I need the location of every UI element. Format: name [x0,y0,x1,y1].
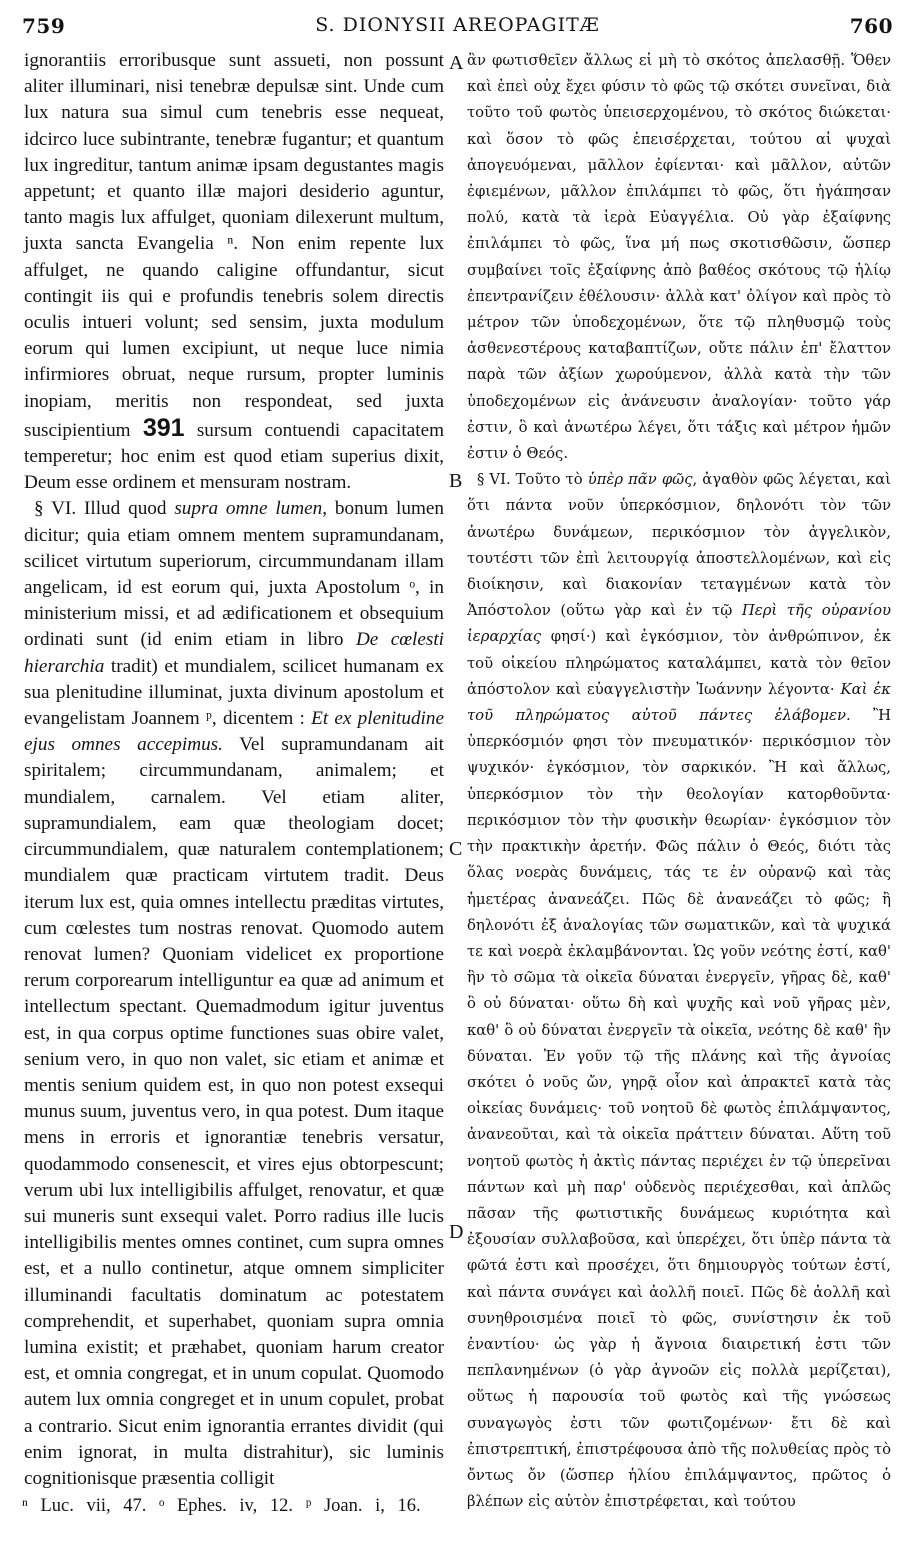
greek-paragraph-1 [467,48,891,467]
latin-text: tradit) et mundialem, scilicet humanam ex sua plenitudine illuminat, juxta divinum apostolum et evangelistam Joannem ᵖ, dicentem : [24,655,444,730]
footnotes: ⁿ Luc. vii, 47. ᵒ Ephes. iv, 12. ᵖ Joan. i, 16. [22,1496,421,1516]
margin-marker-c: C [449,838,463,860]
latin-text: sursum contuendi capacitatem temperetur; hoc enim est quod etiam superius dixit, Deum esse ordinem et mensuram nostram. [24,419,445,494]
latin-text: , bonum lumen dicitur; quia etiam omnem mentem supramundanam, scilicet virtutum superiorum, circummundanam illam angelicam, id est eorum qui, juxta Apostolum ᵒ, in ministerium missi, et ad ædificationem et obsequium ordinati sunt (id enim etiam in libro [24,498,445,651]
greek-text: ἂν φωτισθεῖεν ἄλλως εἰ μὴ τὸ σκότος ἀπελασθῇ. Ὅθεν καὶ ἐπεὶ οὐχ ἔχει φύσιν τὸ φῶς τῷ σκότει συνεῖναι, διὰ τοῦτο τοῦ φωτὸς ὑπεισερχομένου, τὸ σκότος διώκεται· καὶ ὅσον τὸ φῶς ἐπεισέρχεται, τούτου αἱ ψυχαὶ ἀπογευόμεναι, μᾶλλον ἐφίενται· καὶ μᾶλλον, αὐτῶν ἐφιεμένων, μᾶλλον ἐπιλάμπει τὸ φῶς, ὅτι ἠγάπησαν πολύ, κατὰ τὰ ἱερὰ Εὐαγγέλια. Οὐ γὰρ ἐξαίφνης ἐπιλάμπει τὸ φῶς, ἵνα μή πως σκοτισθῶσιν, ὥσπερ συμβαίνει τοῖς ἐξαίφνης ἀπὸ βαθέος σκότους τῷ ἡλίῳ ἐπεντρανίζειν ἐθέλουσιν· ἀλλὰ κατ' ὀλίγον καὶ πρὸς τὸ μέτρον τῶν ὑποδεχομένων, ὅτε τῷ πληθυσμῷ τοὺς ἀσθενεστέρους καταβαπτίζων, οὔτε πάλιν ἐπ' ἔλαττον παρὰ τῶν ἀξίων χωρούμενον, ἀλλὰ κατὰ τὴν τῶν ὑποδεχομένων εἰς ἀνάνευσιν ἀναλογίαν· τοῦτο γάρ ἐστιν, ὃ καὶ ἀνωτέρω λέγει, ὅτι τάξις καὶ μέτρον ἡμῶν ἐστιν ὁ Θεός. [467,52,891,463]
latin-column [24,48,444,1492]
latin-quote: supra omne lumen [174,498,323,520]
greek-text: Ἢ ὑπερκόσμιόν φησι τὸν πνευματικόν· περικόσμιον τὸν ψυχικόν· ἐγκόσμιον, τὸν σαρκικόν. Ἢ καὶ ἄλλως, ὑπερκόσμιον τὸν τὴν θεολογίαν κατορθοῦντα· περικόσμιον τὸν τὴν φυσικὴν θεωρίαν· ἐγκόσμιον τὸν τὴν πρακτικὴν ἀρετήν. Φῶς πάλιν ὁ Θεός, διότι τὰς ὅλας νοερὰς δυνάμεις, τάς τε ἐν οὐρανῷ καὶ τὰς ἡμετέρας ἀνανεάζει. Πῶς δὲ ἀνανεάζει τὸ φῶς; ἢ δηλονότι ἐξ ἀναλογίας τῶν σωματικῶν, καὶ τὰ ψυχικά τε καὶ νοερὰ ἐκλαμβάνονται. Ὡς γοῦν νεότης ἐστί, καθ' ἣν τὸ σῶμα τὰ οἰκεῖα δύναται ἐνεργεῖν, γῆρας δὲ, καθ' ὃ οὐ δύναται· οὕτω δὴ καὶ ψυχῆς καὶ νοῦ γῆρας μὲν, καθ' ὃ οὐ δύναται ἐνεργεῖν τὰ οἰκεῖα, νεότης δὲ καθ' ἣν δύναται. Ἐν γοῦν τῷ τῆς πλάνης καὶ τῆς ἀγνοίας σκότει ὁ νοῦς ὤν, γηρᾷ οἷον καὶ ἀπρακτεῖ κατὰ τὰς οἰκείας δυνάμεις· τοῦ νοητοῦ δὲ φωτὸς ἐπιλάμψαντος, ἀνανεοῦται, καὶ τὰ οἰκεῖα πράττειν δύναται. Αὕτη τοῦ νοητοῦ φωτὸς ἡ ἀκτὶς πάντας περιέχει ἐν τῷ ὑπερεῖναι πάντων καὶ μὴ παρ' οὐδενὸς περιέχεσθαι, καὶ ἁπλῶς πᾶσαν τῆς φωτιστικῆς δυνάμεως κυριότητα καὶ ἐξουσίαν συλλαβοῦσα, καὶ ὑπερέχει, ὅτι ὑπὲρ πάντα τὰ φῶτά ἐστι καὶ προσέχει, ὅτι δημιουργὸς τούτων ἐστί, καὶ πάντα συνάγει καὶ ἀολλῆ ποιεῖ. Πῶς δὲ ἀολλῆ καὶ συνηθροισμένα ποιεῖ τὸ φῶς, συνίστησιν ἐκ τοῦ ἐναντίου· ὡς γὰρ ἡ ἄγνοια διαιρετική ἐστι τῶν πεπλανημένων (ὁ γὰρ ἀγνοῶν εἰς πολλὰ μερίζεται), οὕτως ἡ παρουσία τοῦ φωτὸς καὶ τῆς γνώσεως συναγωγὸς ἐστι τῶν φωτιζομένων· ἔτι δὲ καὶ ἐπιστρεπτική, ἐπιστρέφουσα ἀπὸ τῆς πολυθείας πρὸς τὸ ὄντως ὄν (ὥσπερ ἡλίου ἐπιλάμψαντος, πρῶτος ὁ βλέπων εἰς αὐτὸν ἐπιστρέφεται, καὶ τούτου [467,707,891,1511]
latin-quote: Et ex plenitudine ejus omnes accepimus. [24,708,444,756]
latin-text: § VI. Illud quod [34,498,167,520]
latin-text: Vel supramundanam ait spiritalem; circummundanam, animalem; et mundialem, carnalem. Vel etiam aliter, supramundialem, eam quæ theologiam docet; circummundialem, quæ naturalem contemplationem; mundialem quæ practicam virtutem tradit. Deus iterum lux est, quia omnes intellectu præditas virtutes, cum cœlestes tum nostras renovat. Quomodo autem renovat lumen? Quoniam videlicet ex proportione rerum corporearum intelliguntur ea quæ ad animum et intellectum spectant. Quemadmodum igitur juventus est, in qua corpus optime functiones suas obire valet, senium vero, in quo non valet, sic etiam et animæ et mentis senium quidem est, in quo non potest exsequi munus suum, juventus vero, in qua potest. Dum itaque mens in erroris et ignorantiæ tenebris versatur, quodammodo consenescit, et vires ejus obtorpescunt; verum ubi lux intelligibilis affulget, renovatur, et quæ sui muneris sunt exsequi valet. Porro radius ille lucis intelligibilis mentes omnes continet, cum supra omnes est, et a nullo continetur, atque omnem simpliciter illuminandi facultatis dominatum ac potestatem comprehendit, et superhabet, quoniam supra omnia lumina existit; et præhabet, quoniam harum creator est, et omnia congregat, et in unum copulat. Quomodo autem lux omnia congreget et in unum copulet, probat a contrario. Sicut enim ignorantia errantes dividit (qui enim ignorat, in multa distrahitur), sic luminis cognitionisque præsentia colligit [24,734,444,1489]
latin-paragraph-1 [24,48,444,496]
column-number: 391 [142,413,185,442]
margin-marker-b: B [449,470,463,492]
margin-marker-a: A [449,52,464,74]
running-title: S. DIONYSII AREOPAGITÆ [315,14,600,36]
page-number-left: 759 [22,14,66,38]
greek-column [467,48,891,1515]
greek-paragraph-2 [467,467,891,1515]
latin-title: De cœlesti hierarchia [24,629,444,677]
margin-marker-d: D [449,1221,464,1243]
greek-quote: Καὶ ἐκ τοῦ πληρώματος αὐτοῦ πάντες ἐλάβομεν. [467,680,891,725]
greek-title: Περὶ τῆς οὐρανίου ἱεραρχίας [467,602,891,646]
greek-text: , ἀγαθὸν φῶς λέγεται, καὶ ὅτι πάντα νοῦν ὑπερκόσμιον, δηλονότι τὸν τῶν ἀνωτέρω δυνάμεων, περικόσμιον τὸν ἀγγελικὸν, τουτέστι τῶν ἐπὶ λειτουργίᾳ ἀποστελλομένων, καὶ εἰς διοίκησιν, καὶ διακονίαν τεταγμένων κατὰ τὸν Ἀπόστολον (οὕτω γὰρ καὶ ἐν τῷ [467,471,891,620]
greek-text: φησί·) καὶ ἐγκόσμιον, τὸν ἀνθρώπινον, ἐκ τοῦ οἰκείου πληρώματος καταλάμπει, κατὰ τὸν θεῖον ἀπόστολον καὶ εὐαγγελιστὴν Ἰωάννην λέγοντα· [467,628,891,698]
greek-quote: ὑπὲρ πᾶν φῶς [587,471,693,489]
latin-text: ignorantiis erroribusque sunt assueti, non possunt aliter illuminari, nisi tenebræ depulsæ sint. Unde cum lux natura sua simul cum tenebris esse nequeat, idcirco luce subintrante, tenebræ fugantur; et quantum lux ingreditur, tantum animæ ipsam degustantes magis appetunt; et quanto illæ majori desiderio aguntur, tanto magis lux affulget, quoniam dilexerunt multum, juxta sancta Evangelia ⁿ. Non enim repente lux affulget, ne quando caligine offundantur, sicut contingit iis qui e profundis tenebris solem directis oculis intueri volunt; sed sensim, juxta modulum eorum qui lumen excipiunt, ut neque luce nimia infirmiores obruat, neque rursum, propter luminis inopiam, meritis non respondeat, sed juxta suscipientium [24,50,444,441]
page-number-right: 760 [849,14,893,38]
greek-text: § VI. Τοῦτο τὸ [477,471,583,489]
page-header [20,8,895,44]
latin-paragraph-2 [24,496,444,1492]
